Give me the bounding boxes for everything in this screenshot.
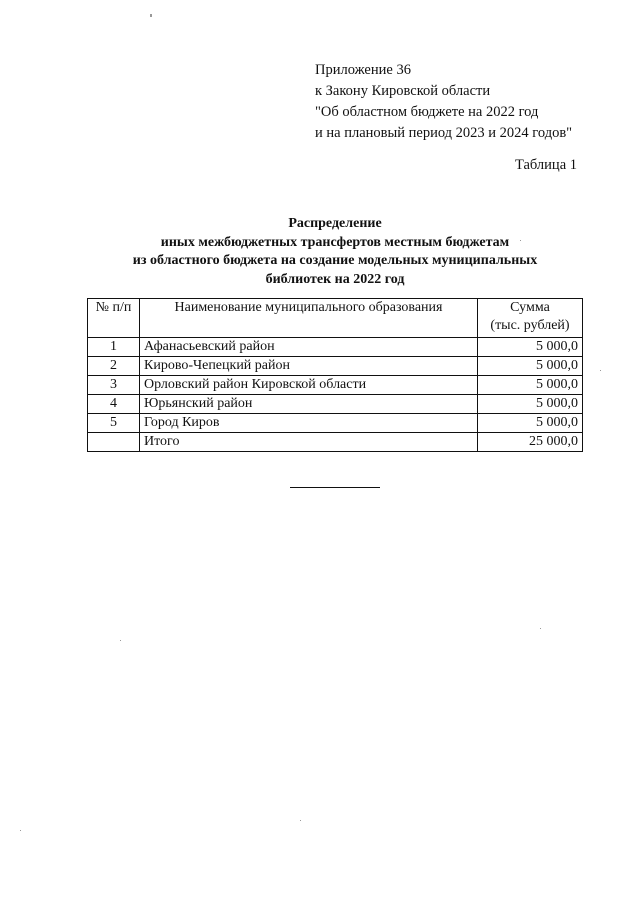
row-name: Юрьянский район [140, 395, 478, 414]
col-header-sum [478, 299, 583, 338]
row-sum: 5 000,0 [478, 414, 583, 433]
row-num: 3 [88, 376, 140, 395]
scan-speck [600, 370, 601, 371]
appendix-line: к Закону Кировской области [315, 83, 491, 99]
row-sum: 5 000,0 [478, 338, 583, 357]
distribution-table [87, 298, 583, 452]
table-row [88, 376, 583, 395]
scan-speck [120, 640, 121, 641]
row-num: 2 [88, 357, 140, 376]
scan-speck [540, 628, 541, 629]
table-header-row [88, 299, 583, 338]
appendix-line: "Об областном бюджете на 2022 год [315, 104, 539, 120]
table-row [88, 414, 583, 433]
title-line: иных межбюджетных трансфертов местным бюджетам [160, 234, 510, 250]
scan-speck [150, 14, 152, 17]
row-num: 5 [88, 414, 140, 433]
table-total-row [88, 433, 583, 452]
col-header-sum-line2: (тыс. рублей) [490, 318, 570, 333]
row-name: Орловский район Кировской области [140, 376, 478, 395]
table-label: Таблица 1 [514, 157, 577, 173]
row-sum: 5 000,0 [478, 357, 583, 376]
row-num: 4 [88, 395, 140, 414]
appendix-line: Приложение 36 [315, 62, 411, 78]
col-header-name: Наименование муниципального образования [140, 299, 478, 338]
scan-speck [300, 820, 301, 821]
document-title [60, 215, 610, 289]
table-row [88, 357, 583, 376]
row-sum: 5 000,0 [478, 376, 583, 395]
title-line: из областного бюджета на создание модельных муниципальных [132, 253, 538, 268]
table-row [88, 395, 583, 414]
col-header-sum-line1: Сумма [510, 300, 550, 315]
total-num [88, 433, 140, 452]
title-line: библиотек на 2022 год [265, 271, 405, 287]
total-sum: 25 000,0 [478, 433, 583, 452]
col-header-num: № п/п [88, 299, 140, 338]
row-num: 1 [88, 338, 140, 357]
title-line: Распределение [288, 216, 382, 231]
appendix-line: и на плановый период 2023 и 2024 годов" [315, 125, 573, 141]
closing-rule [290, 487, 380, 488]
scan-speck [520, 240, 521, 241]
scan-speck [20, 830, 21, 831]
total-label: Итого [140, 433, 478, 452]
table-row [88, 338, 583, 357]
row-name: Кирово-Чепецкий район [140, 357, 478, 376]
row-sum: 5 000,0 [478, 395, 583, 414]
row-name: Афанасьевский район [140, 338, 478, 357]
appendix-header [315, 60, 572, 144]
row-name: Город Киров [140, 414, 478, 433]
